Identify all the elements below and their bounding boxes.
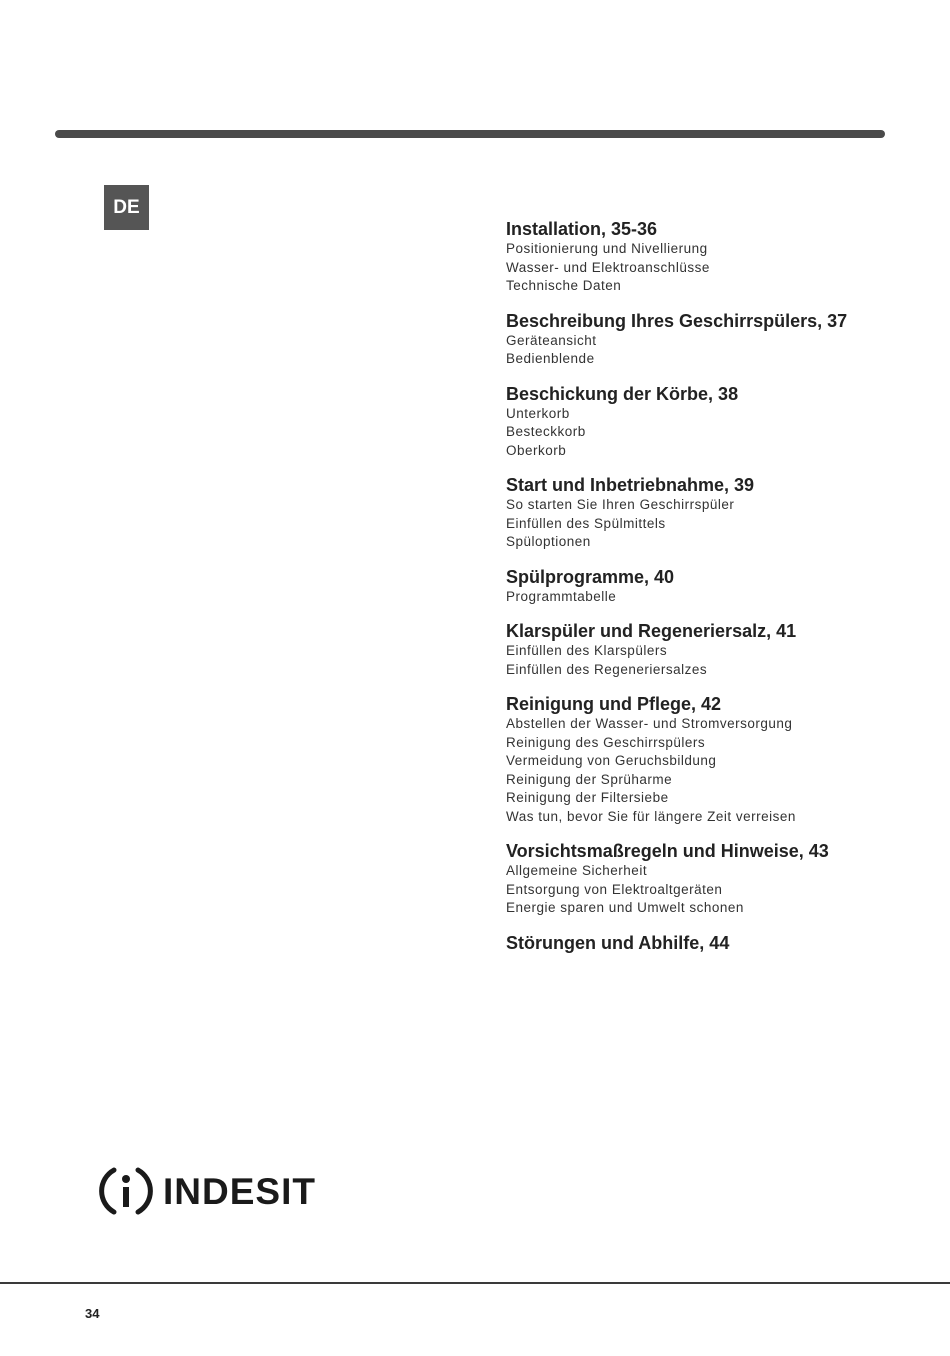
toc-subitem[interactable]: Unterkorb <box>506 405 570 421</box>
toc-subitem[interactable]: Abstellen der Wasser- und Stromversorgung <box>506 716 793 731</box>
toc-subitem[interactable]: Einfüllen des Spülmittels <box>506 515 666 531</box>
toc-subitem[interactable]: Vermeidung von Geruchsbildung <box>506 753 717 768</box>
toc-subitem[interactable]: Allgemeine Sicherheit <box>506 863 648 878</box>
toc-subitem[interactable]: Programmtabelle <box>506 588 617 604</box>
toc-heading[interactable]: Reinigung und Pflege, 42 <box>506 694 722 714</box>
toc-section <box>506 218 926 296</box>
indesit-logo-text: INDESIT <box>163 1170 316 1212</box>
toc-subitem[interactable]: Positionierung und Nivellierung <box>506 241 708 256</box>
toc-subitem[interactable]: Geräteansicht <box>506 332 597 348</box>
toc-subitem[interactable]: Was tun, bevor Sie für längere Zeit verreisen <box>506 808 796 824</box>
toc-subitem[interactable]: Entsorgung von Elektroaltgeräten <box>506 881 723 897</box>
toc-subitem[interactable]: So starten Sie Ihren Geschirrspüler <box>506 497 735 512</box>
toc-subitem[interactable]: Einfüllen des Klarspülers <box>506 643 668 658</box>
toc-subitem[interactable]: Reinigung der Sprüharme <box>506 771 673 787</box>
toc-subitem[interactable]: Oberkorb <box>506 442 567 458</box>
toc-heading[interactable]: Vorsichtsmaßregeln und Hinweise, 43 <box>506 841 829 861</box>
toc-subitem[interactable]: Spüloptionen <box>506 534 591 549</box>
toc-section <box>506 474 926 552</box>
toc-heading[interactable]: Störungen und Abhilfe, 44 <box>506 932 730 953</box>
toc-subitem[interactable]: Energie sparen und Umwelt schonen <box>506 900 744 915</box>
toc-section <box>506 310 926 369</box>
indesit-i-icon <box>97 1162 155 1220</box>
toc-heading[interactable]: Beschickung der Körbe, 38 <box>506 383 739 404</box>
toc-section <box>506 693 926 826</box>
toc-subitem[interactable]: Besteckkorb <box>506 424 586 439</box>
page-number: 34 <box>85 1306 100 1321</box>
toc-heading[interactable]: Start und Inbetriebnahme, 39 <box>506 475 755 495</box>
indesit-logo <box>97 1162 316 1220</box>
footer-divider <box>0 1282 950 1284</box>
top-divider-bar <box>55 130 885 138</box>
toc-heading[interactable]: Beschreibung Ihres Geschirrspülers, 37 <box>506 310 848 331</box>
toc-section <box>506 566 926 607</box>
toc-subitem[interactable]: Einfüllen des Regeneriersalzes <box>506 661 708 677</box>
toc-heading[interactable]: Spülprogramme, 40 <box>506 566 675 587</box>
toc-section <box>506 932 926 954</box>
language-badge: DE <box>104 185 149 230</box>
toc-section <box>506 620 926 679</box>
toc-heading[interactable]: Installation, 35-36 <box>506 219 658 239</box>
toc-subitem[interactable]: Bedienblende <box>506 351 595 366</box>
toc-subitem[interactable]: Reinigung des Geschirrspülers <box>506 734 706 750</box>
toc-subitem[interactable]: Technische Daten <box>506 278 622 293</box>
table-of-contents <box>506 218 926 968</box>
toc-heading[interactable]: Klarspüler und Regeneriersalz, 41 <box>506 621 797 641</box>
toc-subitem[interactable]: Wasser- und Elektroanschlüsse <box>506 259 710 275</box>
toc-section <box>506 383 926 461</box>
toc-section <box>506 840 926 918</box>
toc-subitem[interactable]: Reinigung der Filtersiebe <box>506 790 669 805</box>
